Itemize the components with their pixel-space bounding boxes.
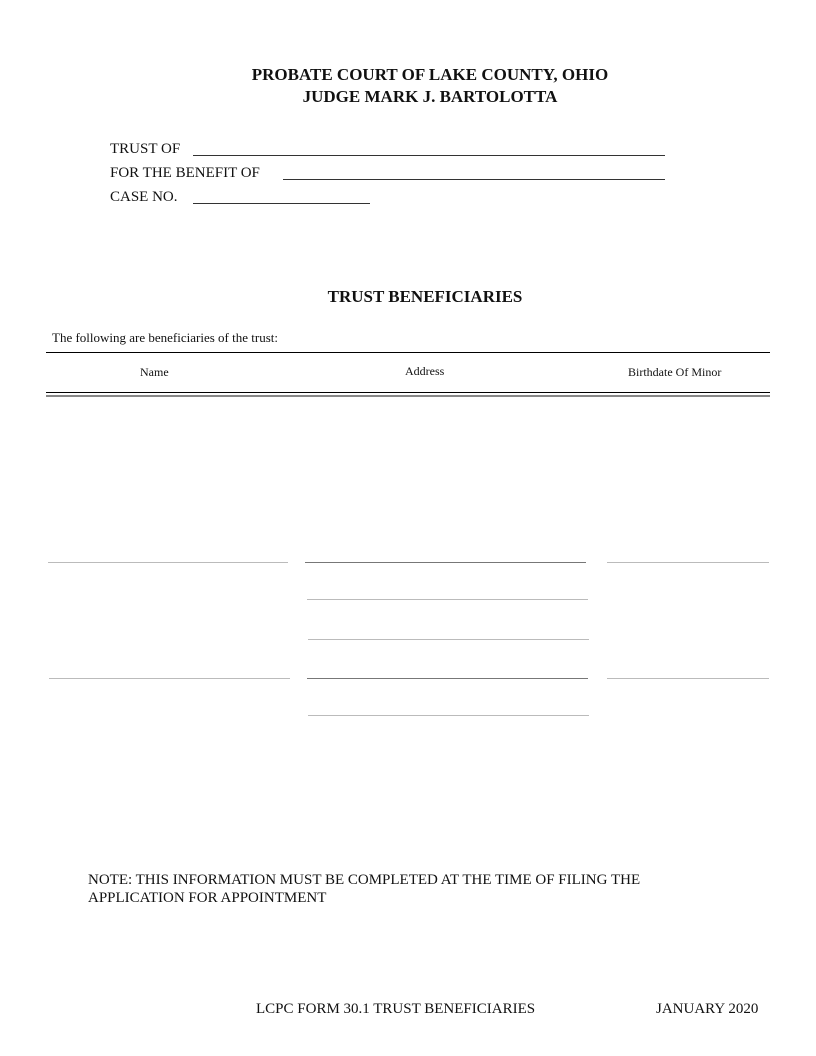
benefit-of-field-row	[110, 163, 260, 183]
row2-name-line[interactable]	[49, 678, 290, 679]
row1-birthdate-line[interactable]	[607, 562, 769, 563]
table-header-rule	[46, 392, 770, 393]
trust-of-field-row	[110, 139, 180, 159]
footer-form-id: LCPC FORM 30.1 TRUST BENEFICIARIES	[256, 1001, 536, 1017]
section-title: TRUST BENEFICIARIES	[327, 287, 523, 306]
column-header-address: Address	[405, 364, 445, 378]
case-no-field-row	[110, 187, 178, 207]
row1-name-line[interactable]	[48, 562, 288, 563]
row1-address-line-1[interactable]	[305, 562, 586, 563]
table-top-rule	[46, 352, 770, 353]
row2-address-line-1[interactable]	[307, 678, 588, 679]
case-no-label: CASE NO.	[110, 189, 178, 205]
intro-text: The following are beneficiaries of the trust:	[52, 330, 278, 345]
row2-birthdate-line[interactable]	[607, 678, 769, 679]
row2-address-line-2[interactable]	[308, 715, 589, 716]
trust-of-label: TRUST OF	[110, 141, 181, 157]
court-header	[0, 64, 816, 108]
judge-name: JUDGE MARK J. BARTOLOTTA	[302, 87, 558, 106]
row1-address-line-3[interactable]	[308, 639, 589, 640]
court-name: PROBATE COURT OF LAKE COUNTY, OHIO	[251, 65, 609, 84]
trust-of-input[interactable]	[193, 155, 665, 156]
column-header-birthdate: Birthdate Of Minor	[628, 365, 722, 379]
row1-address-line-2[interactable]	[307, 599, 588, 600]
footer-date: JANUARY 2020	[656, 1001, 759, 1017]
column-header-name: Name	[140, 365, 169, 379]
filing-note: NOTE: THIS INFORMATION MUST BE COMPLETED AT THE TIME OF FILING THE APPLICATION FOR APPOINTMENT	[88, 872, 641, 906]
benefit-of-label: FOR THE BENEFIT OF	[110, 165, 260, 181]
benefit-of-input[interactable]	[283, 179, 665, 180]
table-header-double-rule	[46, 395, 770, 397]
case-no-input[interactable]	[193, 203, 370, 204]
